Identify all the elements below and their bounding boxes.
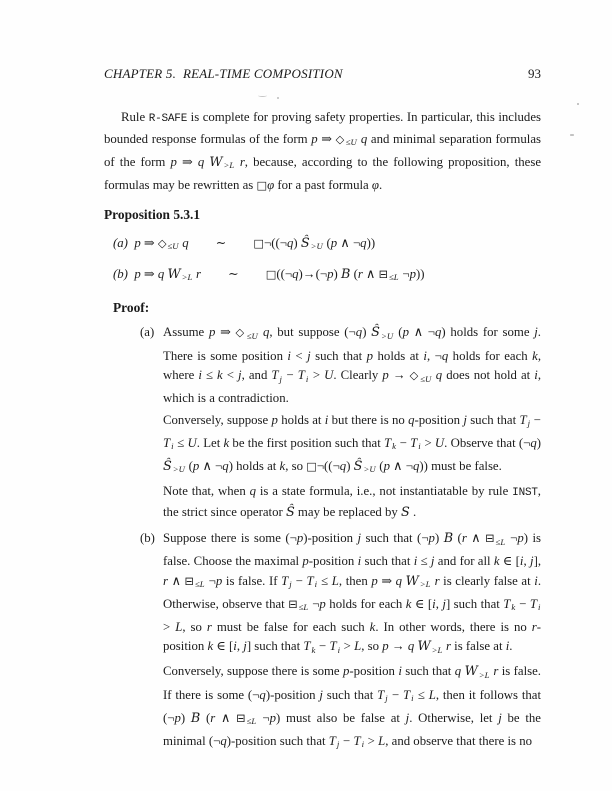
proposition-formula-a: (a) p ⇒ $◇_{\le U}$ q ∼ □¬((¬q) $Ŝ_{>U}$ (p ∧ ¬q)) (113, 235, 376, 252)
scan-artifact-squiggle (258, 94, 267, 97)
scan-artifact-dash (570, 134, 574, 136)
page-body (104, 108, 541, 755)
proof-paragraph: Conversely, suppose p holds at i but there is no q-position j such that $T_j - T_i \le U$. Let k be the first position such that $T_k - T_i > U$. Observe that (¬q) $Ŝ_{>U}$ (p ∧ ¬q) holds at k, so □¬((¬q) $Ŝ_{>U}$ (p ∧ ¬q)) must be false. (163, 412, 542, 475)
scan-artifact-dot (577, 103, 579, 105)
proof-paragraph: Suppose there is some (¬p)-position j such that (¬p) B (r ∧ $⊟_{\le L}$ ¬p) is false. Choose the maximal p-position i such that i ≤ j and for all k ∈ [i, j], r ∧ $⊟_{\le L}$ ¬p is false. If $T_j - T_i \le L$, then p ⇒ q $W_{>L}$ r is clearly false at i. Otherwise, observe that $⊟_{\le L}$ ¬p holds for each k ∈ [i, j] such that $T_k - T_i > L$, so r must be false for each such k. In other words, there is no r-position k ∈ [i, j] such that $T_k - T_i > L$, so p → q $W_{>L}$ r is false at i. (163, 530, 542, 655)
proof-case-a-label: (a) (140, 325, 155, 340)
proof-case-b (104, 529, 541, 755)
page-number: 93 (528, 66, 541, 81)
proof-case-b-label: (b) (140, 530, 155, 545)
proof-paragraph: Assume p ⇒ $◇_{\le U}$ q, but suppose (¬q) $Ŝ_{>U}$ (p ∧ ¬q) holds for some j. There is some position i < j such that p holds at i, ¬q holds for each k, where i ≤ k < j, and $T_j - T_i > U$. Clearly $p \to ◇_{\le U}$ q does not hold at i, which is a contradiction. (163, 325, 542, 406)
proof-heading: Proof: (113, 299, 150, 315)
running-header (104, 66, 541, 82)
proof-case-b-body (163, 529, 541, 755)
proposition-formula-b: (b) p ⇒ q $W_{>L}$ r ∼ □((¬q)→(¬p) B (r ∧ $⊟_{\le L}$ ¬p)) (113, 266, 425, 283)
chapter-header: CHAPTER 5. REAL-TIME COMPOSITION (104, 66, 343, 81)
scan-artifact-dot (277, 97, 279, 99)
intro-paragraph: Rule R-SAFE is complete for proving safety properties. In particular, this includes bounded response formulas of the form p ⇒ $◇_{\le U}$ q and minimal separation formulas of the form p ⇒ q $W_{>L}$ r, because, according to the following proposition, these formulas may be rewritten as □φ for a past formula φ. (104, 110, 541, 192)
proof-paragraph: Note that, when q is a state formula, i.e., not instantiatable by rule INST, the strict since operator Ŝ may be replaced by S . (163, 483, 541, 521)
proposition-title: Proposition 5.3.1 (104, 207, 201, 223)
proof-case-a-body (163, 323, 541, 523)
proof-case-a (104, 323, 541, 523)
proof-paragraph: Conversely, suppose there is some p-position i such that q $W_{>L}$ r is false. If there is some (¬q)-position j such that $T_j - T_i \le L$, then it follows that (¬p) B (r ∧ $⊟_{\le L}$ ¬p) must also be false at j. Otherwise, let j be the minimal (¬q)-position such that $T_j - T_i > L$, and observe that there is no (163, 664, 542, 750)
